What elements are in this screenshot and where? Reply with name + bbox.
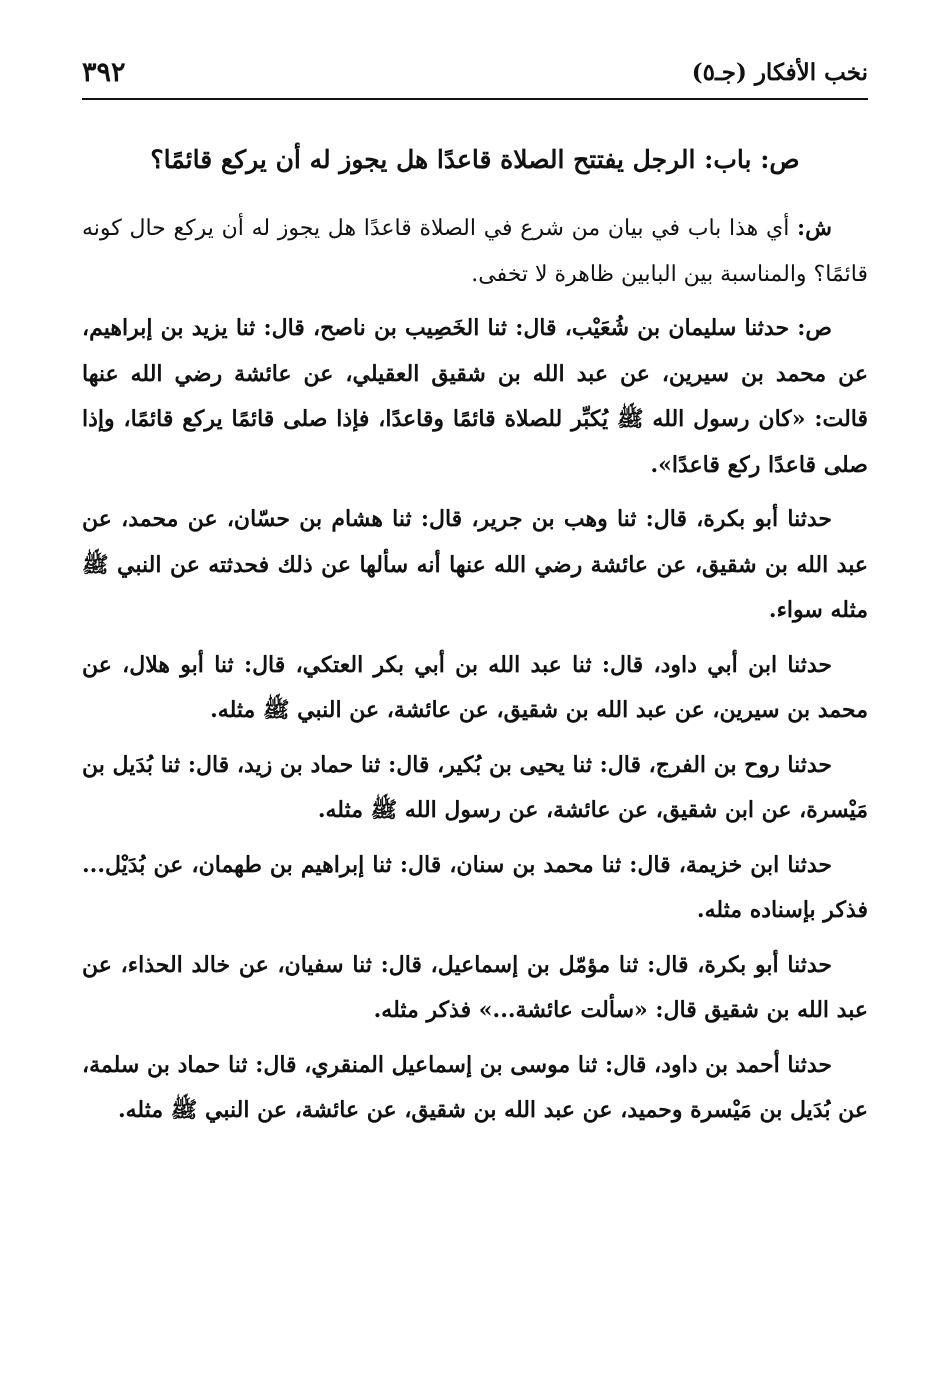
- paragraph-text: حدثنا أحمد بن داود، قال: ثنا موسى بن إسماعيل المنقري، قال: ثنا حماد بن سلمة، عن بُدَيل بن مَيْسرة وحميد، عن عبد الله بن شقيق، عن عائشة، عن النبي ﷺ مثله.: [82, 1051, 868, 1123]
- section-heading: [82, 138, 868, 182]
- paragraph-marker: ص:: [797, 315, 832, 341]
- paragraph-text: حدثنا ابن أبي داود، قال: ثنا عبد الله بن أبي بكر العتكي، قال: ثنا أبو هلال، عن محمد بن سيرين، عن عبد الله بن شقيق، عن عائشة، عن النبي ﷺ مثله.: [82, 651, 868, 723]
- paragraph-hadith: [82, 743, 868, 834]
- paragraph-hadith: [82, 497, 868, 634]
- paragraph-hadith: [82, 1043, 868, 1134]
- paragraph-text: حدثنا ابن خزيمة، قال: ثنا محمد بن سنان، قال: ثنا إبراهيم بن طهمان، عن بُدَيْل... فذكر بإسناده مثله.: [82, 851, 868, 923]
- page-header: [82, 50, 868, 94]
- paragraph-commentary: [82, 206, 868, 297]
- header-divider: [82, 98, 868, 100]
- paragraph-hadith: [82, 306, 868, 488]
- page-content: [82, 138, 868, 1143]
- paragraph-marker: ش:: [797, 215, 832, 241]
- heading-text: باب: الرجل يفتتح الصلاة قاعدًا هل يجوز له أن يركع قائمًا؟: [150, 145, 752, 174]
- page-number: ٣٩٢: [82, 56, 126, 88]
- paragraph-text: أي هذا باب في بيان من شرع في الصلاة قاعدًا هل يجوز له أن يركع حال كونه قائمًا؟ والمناسبة بين البابين ظاهرة لا تخفى.: [82, 216, 868, 287]
- heading-marker: ص:: [760, 145, 800, 174]
- paragraph-text: حدثنا سليمان بن شُعَيْب، قال: ثنا الخَصِيب بن ناصح، قال: ثنا يزيد بن إبراهيم، عن محمد بن سيرين، عن عبد الله بن شقيق العقيلي، عن عائشة رضي الله عنها قالت: «كان رسول الله ﷺ يُكبِّر للصلاة قائمًا وقاعدًا، فإذا صلى قائمًا يركع قائمًا، وإذا صلى قاعدًا ركع قاعدًا».: [82, 315, 868, 478]
- book-title: نخب الأفكار (جـ٥): [691, 58, 868, 86]
- paragraph-hadith: [82, 943, 868, 1034]
- paragraph-hadith: [82, 643, 868, 734]
- paragraph-text: حدثنا أبو بكرة، قال: ثنا مؤمّل بن إسماعيل، قال: ثنا سفيان، عن خالد الحذاء، عن عبد الله بن شقيق قال: «سألت عائشة...» فذكر مثله.: [82, 951, 868, 1023]
- paragraph-text: حدثنا روح بن الفرج، قال: ثنا يحيى بن بُكير، قال: ثنا حماد بن زيد، قال: ثنا بُدَيل بن مَيْسرة، عن ابن شقيق، عن عائشة، عن رسول الله ﷺ مثله.: [82, 751, 868, 823]
- paragraph-text: حدثنا أبو بكرة، قال: ثنا وهب بن جرير، قال: ثنا هشام بن حسّان، عن محمد، عن عبد الله بن شقيق، عن عائشة رضي الله عنها أنه سألها عن ذلك فحدثته عن النبي ﷺ مثله سواء.: [82, 506, 868, 623]
- paragraph-hadith: [82, 843, 868, 934]
